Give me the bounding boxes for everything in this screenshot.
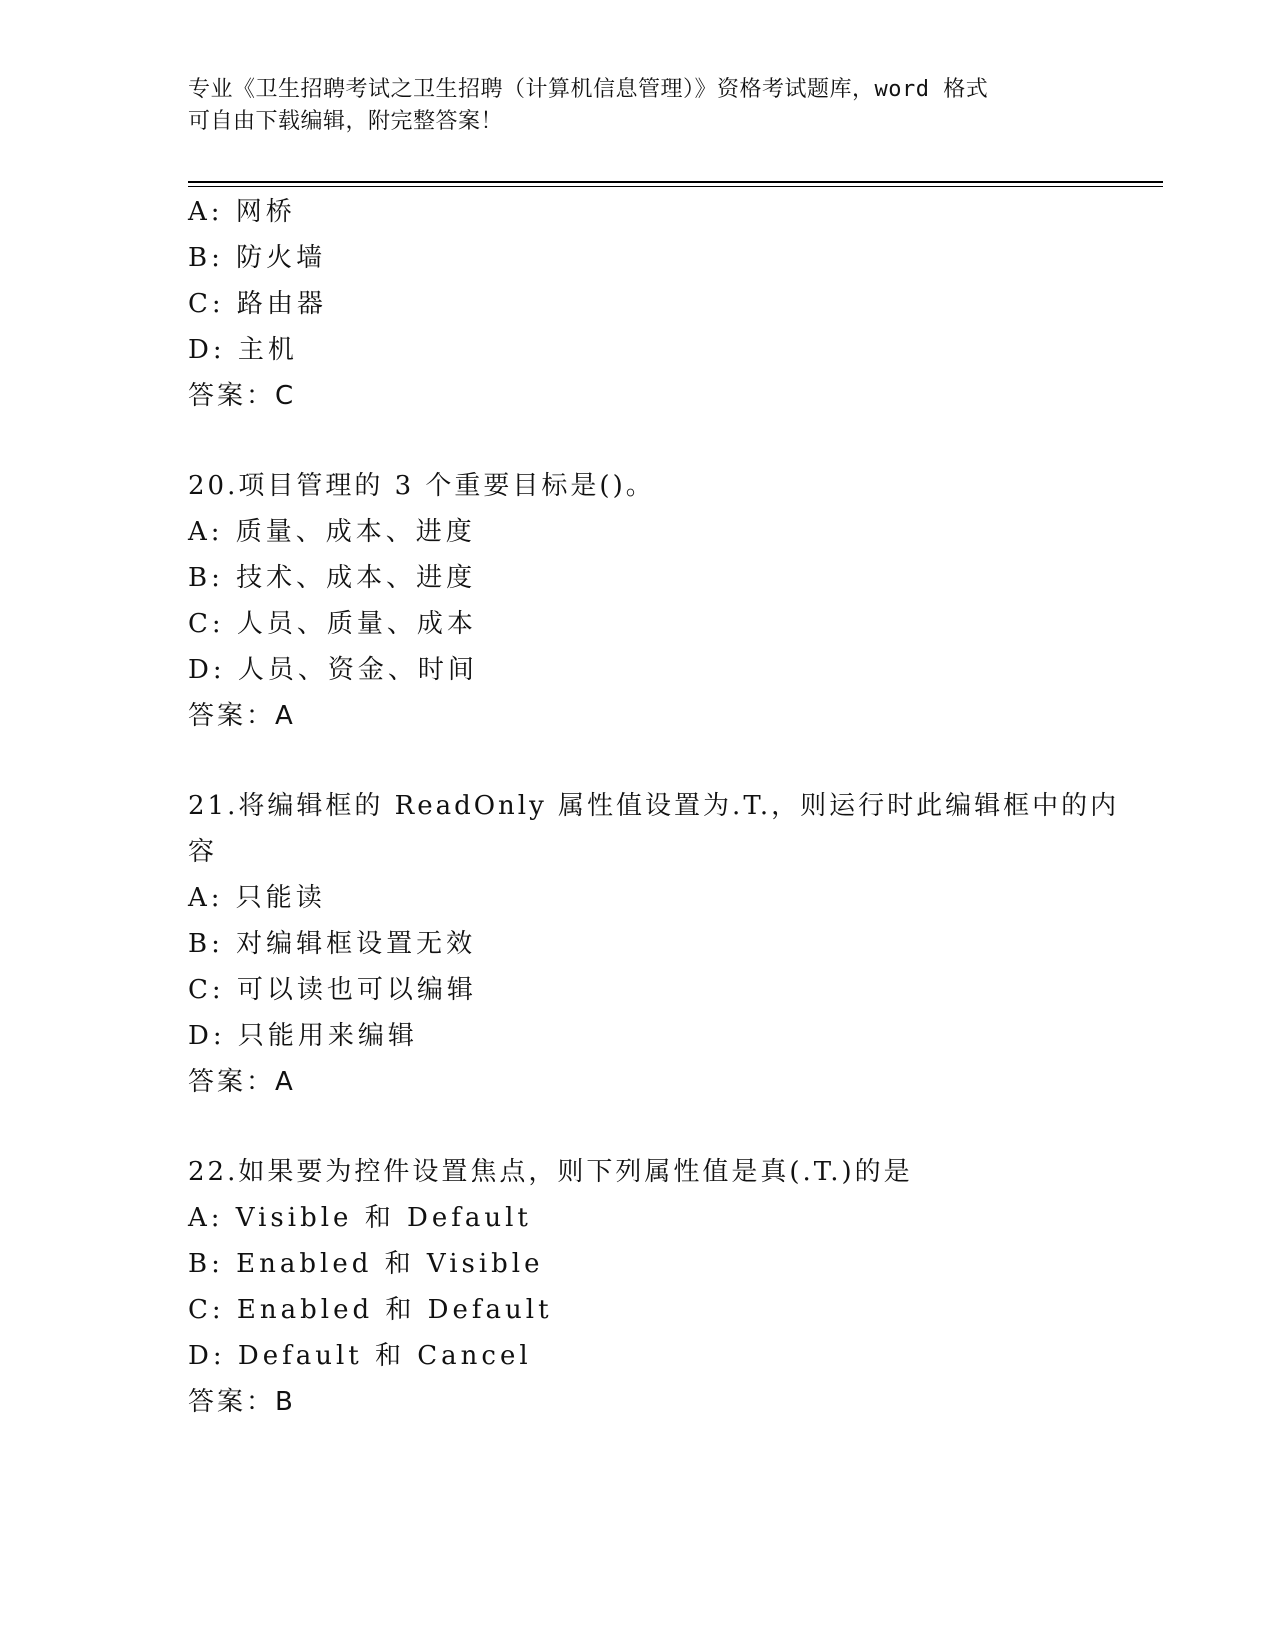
spacer (188, 419, 1088, 463)
question-block-19 (188, 189, 1088, 419)
answer-line: 答案：C (188, 381, 297, 411)
option-d: D: Default 和 Cancel (188, 1341, 532, 1371)
answer-line: 答案：B (188, 1387, 296, 1417)
option-a: A: 只能读 (188, 883, 326, 913)
option-b: B: 对编辑框设置无效 (188, 929, 477, 959)
document-header (188, 74, 1088, 138)
question-text: 20.项目管理的 3 个重要目标是()。 (188, 471, 655, 501)
option-c: C: 人员、质量、成本 (188, 609, 477, 639)
option-a: A: Visible 和 Default (188, 1203, 532, 1233)
header-line-2: 可自由下载编辑，附完整答案！ (188, 109, 504, 134)
question-text-line-1: 21.将编辑框的 ReadOnly 属性值设置为.T.，则运行时此编辑框中的内 (188, 791, 1120, 821)
option-c: C: Enabled 和 Default (188, 1295, 553, 1325)
header-divider (188, 181, 1163, 183)
question-text: 22.如果要为控件设置焦点，则下列属性值是真(.T.)的是 (188, 1157, 913, 1187)
question-content (188, 189, 1120, 1425)
option-b: B: 技术、成本、进度 (188, 563, 477, 593)
answer-line: 答案：A (188, 1067, 296, 1097)
option-a: A: 网桥 (188, 197, 296, 227)
header-line-1: 专业《卫生招聘考试之卫生招聘（计算机信息管理）》资格考试题库，word 格式 (188, 77, 989, 102)
question-block-21 (188, 783, 1120, 1105)
option-c: C: 路由器 (188, 289, 327, 319)
option-d: D: 人员、资金、时间 (188, 655, 478, 685)
option-a: A: 质量、成本、进度 (188, 517, 476, 547)
option-b: B: Enabled 和 Visible (188, 1249, 544, 1279)
option-d: D: 只能用来编辑 (188, 1021, 418, 1051)
spacer (188, 1105, 1088, 1149)
question-text-line-2: 容 (188, 837, 218, 867)
question-block-22 (188, 1149, 1088, 1425)
header-divider-secondary (188, 186, 1163, 187)
option-b: B: 防火墙 (188, 243, 327, 273)
option-d: D: 主机 (188, 335, 298, 365)
option-c: C: 可以读也可以编辑 (188, 975, 477, 1005)
spacer (188, 739, 1088, 783)
question-block-20 (188, 463, 1088, 739)
answer-line: 答案：A (188, 701, 296, 731)
